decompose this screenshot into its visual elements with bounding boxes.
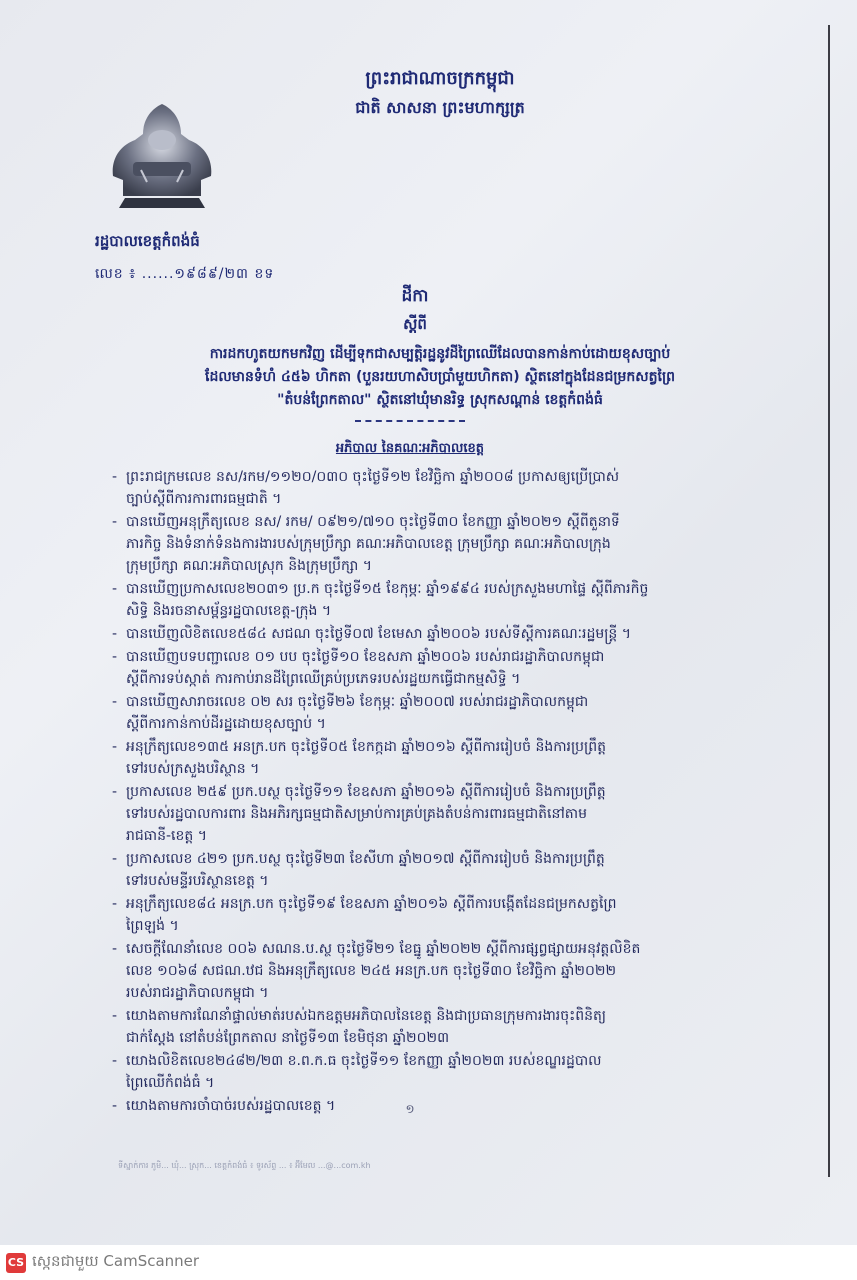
issuing-office: រដ្ឋបាលខេត្តកំពង់ធំ: [95, 232, 200, 250]
reference-item: - បានឃើញអនុក្រឹត្យលេខ នស/ រកម/ ០៩២១/៧១០ ចុះថ្ងៃទី៣០ ខែកញ្ញា ឆ្នាំ២០២១ ស្ដីពីតួនាទី ភារកិច្ច និងទំនាក់ទំនងការងារបស់ក្រុមប្រឹក្សា គណៈអភិបាលខេត្ត ក្រុមប្រឹក្សា គណៈអភិបាលក្រុង ក្រុមប្រឹក្សា គណៈអភិបាលស្រុក និងក្រុមប្រឹក្សា ។: [112, 511, 802, 577]
reference-item: - យោងលិខិតលេខ២៤៨២/២៣ ខ.ព.ក.ធ ចុះថ្ងៃទី១១ ខែកញ្ញា ឆ្នាំ២០២៣ របស់ខណ្ឌរដ្ឋបាល ព្រៃឈើកំពង់ធំ ។: [112, 1050, 802, 1094]
subject-divider: [355, 420, 465, 422]
document-about: ស្ដីពី: [403, 315, 427, 333]
camscanner-logo-icon: CS: [6, 1253, 26, 1273]
reference-item: - ប្រកាសលេខ ៤២១ ប្រក.បស្ថ ចុះថ្ងៃទី២៣ ខែសីហា ឆ្នាំ២០១៧ ស្ដីពីការរៀបចំ និងការប្រព្រឹត្ត ទៅរបស់មន្ទីរបរិស្ថានខេត្ត ។: [112, 848, 802, 892]
page-edge-rule: [828, 25, 830, 1177]
reference-item: - យោងតាមការចាំបាច់របស់រដ្ឋបាលខេត្ត ។: [112, 1095, 802, 1117]
reference-item: - អនុក្រឹត្យលេខ៨៤ អនក្រ.បក ចុះថ្ងៃទី១៩ ខែឧសភា ឆ្នាំ២០១៦ ស្ដីពីការបង្កើតដែនជម្រកសត្វព្រៃ ព្រៃឡង់ ។: [112, 893, 802, 937]
reference-item: - បានឃើញបទបញ្ជាលេខ ០១ បប ចុះថ្ងៃទី១០ ខែឧសភា ឆ្នាំ២០០៦ របស់រាជរដ្ឋាភិបាលកម្ពុជា ស្ដីពីការទប់ស្កាត់ ការកាប់រានដីព្រៃឈើគ្រប់ប្រភេទរបស់រដ្ឋយកធ្វើជាកម្មសិទ្ធិ ។: [112, 646, 802, 690]
reference-item: - បានឃើញលិខិតលេខ៥៨៤ សជណ ចុះថ្ងៃទី០៧ ខែមេសា ឆ្នាំ២០០៦ របស់ទីស្ដីការគណៈរដ្ឋមន្ត្រី ។: [112, 623, 802, 645]
office-address-footer: ទីស្នាក់ការ ភូមិ... ឃុំ... ស្រុក... ខេត្តកំពង់ធំ ៖ ទូរស័ព្ទ ... ៖ អ៊ីមែល ...@...com.kh: [118, 1160, 698, 1172]
kingdom-heading: ព្រះរាជាណាចក្រកម្ពុជា: [365, 68, 515, 89]
authority-heading: អភិបាល នៃគណៈអភិបាលខេត្ត: [335, 441, 485, 456]
subject-line: "តំបន់ព្រែកតាល" ស្ថិតនៅឃុំមានរិទ្ធ ស្រុកសណ្ដាន់ ខេត្តកំពង់ធំ: [277, 392, 603, 408]
reference-number: លេខ ៖ ......១៩៨៩/២៣ ខទ: [95, 266, 275, 282]
subject-line: ការដកហូតយកមកវិញ ដើម្បីទុកជាសម្បត្តិរដ្ឋនូវដីព្រៃឈើដែលបានកាន់កាប់ដោយខុសច្បាប់: [209, 346, 671, 362]
reference-item: - អនុក្រឹត្យលេខ១៣៥ អនក្រ.បក ចុះថ្ងៃទី០៥ ខែកក្កដា ឆ្នាំ២០១៦ ស្ដីពីការរៀបចំ និងការប្រព្រឹត្ត ទៅរបស់ក្រសួងបរិស្ថាន ។: [112, 736, 802, 780]
reference-item: - បានឃើញប្រកាសលេខ២០៣១ ប្រ.ក ចុះថ្ងៃទី១៥ ខែកុម្ភៈ ឆ្នាំ១៩៩៤ របស់ក្រសួងមហាផ្ទៃ ស្ដីពីភារកិច្ច សិទ្ធិ និងរចនាសម្ព័ន្ធរដ្ឋបាលខេត្ត-ក្រុង ។: [112, 578, 802, 622]
reference-item: - ប្រកាសលេខ ២៥៩ ប្រក.បស្ថ ចុះថ្ងៃទី១១ ខែឧសភា ឆ្នាំ២០១៦ ស្ដីពីការរៀបចំ និងការប្រព្រឹត្ត ទៅរបស់រដ្ឋបាលការពារ និងអភិរក្សធម្មជាតិសម្រាប់ការគ្រប់គ្រងតំបន់ការពារធម្មជាតិនៅតាម រាជធានី-ខេត្ត ។: [112, 781, 802, 847]
camscanner-label: ស្កេនជាមួយ CamScanner: [32, 1251, 200, 1270]
document-subject: [100, 343, 780, 412]
reference-item: - សេចក្ដីណែនាំលេខ ០០៦ សណន.ប.ស្ថ ចុះថ្ងៃទី២១ ខែធ្នូ ឆ្នាំ២០២២ ស្ដីពីការផ្សព្វផ្សាយអនុវត្តលិខិត លេខ ១០៦៨ សជណ.ឋជ និងអនុក្រឹត្យលេខ ២៤៥ អនក្រ.បក ចុះថ្ងៃទី៣០ ខែវិច្ឆិកា ឆ្នាំ២០២២ របស់រាជរដ្ឋាភិបាលកម្ពុជា ។: [112, 938, 802, 1004]
reference-item: - យោងតាមការណែនាំផ្ទាល់មាត់របស់ឯកឧត្ដមអភិបាលនៃខេត្ត និងជាប្រធានក្រុមការងារចុះពិនិត្យ ជាក់ស្ដែង នៅតំបន់ព្រែកតាល នាថ្ងៃទី១៣ ខែមិថុនា ឆ្នាំ២០២៣: [112, 1005, 802, 1049]
reference-item: - ព្រះរាជក្រមលេខ នស/រកម/១១២០/០៣០ ចុះថ្ងៃទី១២ ខែវិច្ឆិកា ឆ្នាំ២០០៨ ប្រកាសឲ្យប្រើប្រាស់ ច្បាប់ស្ដីពីការការពារធម្មជាតិ ។: [112, 466, 802, 510]
reference-item: - បានឃើញសារាចរលេខ ០២ សរ ចុះថ្ងៃទី២៦ ខែកុម្ភៈ ឆ្នាំ២០០៧ របស់រាជរដ្ឋាភិបាលកម្ពុជា ស្ដីពីការកាន់កាប់ដីរដ្ឋដោយខុសច្បាប់ ។: [112, 691, 802, 735]
document-type: ដីកា: [401, 286, 429, 306]
royal-emblem-icon: [105, 100, 220, 210]
national-motto: ជាតិ សាសនា ព្រះមហាក្សត្រ: [355, 98, 525, 117]
subject-line: ដែលមានទំហំ ៤៥៦ ហិកតា (បួនរយហាសិបប្រាំមួយហិកតា) ស្ថិតនៅក្នុងដែនជម្រកសត្វព្រៃ: [205, 369, 675, 385]
camscanner-watermark-bar: [0, 1245, 857, 1280]
legal-references-list: [112, 466, 802, 1118]
page-number: ១: [405, 1102, 415, 1116]
